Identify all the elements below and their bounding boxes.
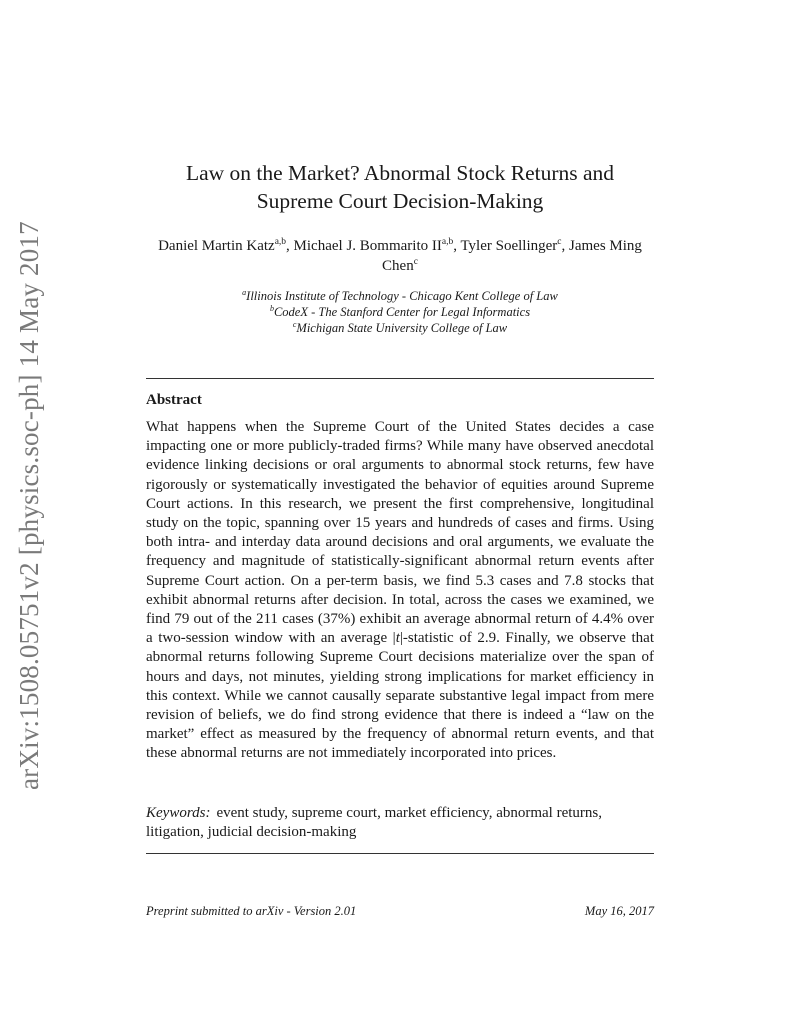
abstract-t-symbol: t	[395, 630, 400, 647]
author-affiliation-marker: a,b	[441, 237, 454, 247]
affiliation-text: CodeX - The Stanford Center for Legal Informatics	[273, 305, 531, 319]
keywords-text: event study, supreme court, market efficiency, abnormal returns, litigation, judicial decision-making	[146, 805, 603, 841]
author-affiliation-marker: c	[413, 257, 418, 267]
author-list	[146, 236, 654, 276]
affiliation	[146, 288, 654, 304]
footer-preprint-note: Preprint submitted to arXiv - Version 2.01	[146, 904, 357, 918]
affiliation-marker: c	[292, 319, 297, 329]
author-name: Tyler Soellinger	[460, 238, 558, 254]
affiliation	[146, 304, 654, 320]
keywords-label: Keywords:	[146, 805, 211, 821]
footer-date: May 16, 2017	[584, 904, 654, 918]
abstract-text-part: What happens when the Supreme Court of the United States decides a case impacting one or more publicly-traded firms? While many have observed anecdotal evidence linking decisions or oral arguments to abnormal stock returns, few have rigorously or systematically investigated the behavior of equities around Supreme Court actions. In this research, we present the first comprehensive, longitudinal study on the topic, spanning over 15 years and hundreds of cases and firms. Using both intra- and interday data around decisions and oral arguments, we evaluate the frequency and magnitude of statistically-significant abnormal return events after Supreme Court action. On a per-term basis, we find 5.3 cases and 7.8 stocks that exhibit abnormal returns after decision. In total, across the cases we examined, we find 79 out of the 211 cases (37%) exhibit an average abnormal return of 4.4% over a two-session window with an average |	[146, 419, 654, 647]
affiliation-text: Illinois Institute of Technology - Chicago Kent College of Law	[246, 289, 558, 303]
arxiv-identifier-stamp: arXiv:1508.05751v2 [physics.soc-ph] 14 May 2017	[14, 221, 44, 790]
affiliation-list	[146, 288, 654, 336]
affiliation	[146, 320, 654, 336]
author-separator: ,	[286, 238, 294, 254]
abstract-heading: Abstract	[146, 392, 202, 408]
author-separator: ,	[453, 238, 461, 254]
author-affiliation-marker: c	[557, 237, 562, 247]
title-line-1: Law on the Market? Abnormal Stock Returns and	[185, 161, 615, 185]
abstract-top-rule	[146, 378, 654, 379]
page-footer	[146, 904, 654, 919]
affiliation-text: Michigan State University College of Law	[296, 321, 508, 335]
author-name: James Ming Chen	[382, 238, 642, 274]
author-affiliation-marker: a,b	[274, 237, 287, 247]
affiliation-marker: a	[242, 287, 247, 297]
affiliation-marker: b	[269, 303, 274, 313]
title-line-2: Supreme Court Decision-Making	[256, 189, 544, 213]
author-name: Michael J. Bommarito II	[293, 238, 442, 254]
abstract-body	[146, 418, 654, 764]
author-separator: ,	[561, 238, 569, 254]
abstract-text-part: |-statistic of 2.9. Finally, we observe that abnormal returns following Supreme Court decisions materialize over the span of hours and days, not minutes, yielding strong implications for market efficiency in this context. While we cannot causally separate substantive legal impact from mere revision of beliefs, we do find strong evidence that there is indeed a “law on the market” effect as measured by the frequency of abnormal return events, and that these abnormal returns are not immediately incorporated into prices.	[146, 630, 654, 762]
keywords	[146, 804, 616, 842]
paper-title	[146, 159, 654, 215]
abstract-bottom-rule	[146, 853, 654, 854]
author-name: Daniel Martin Katz	[158, 238, 275, 254]
